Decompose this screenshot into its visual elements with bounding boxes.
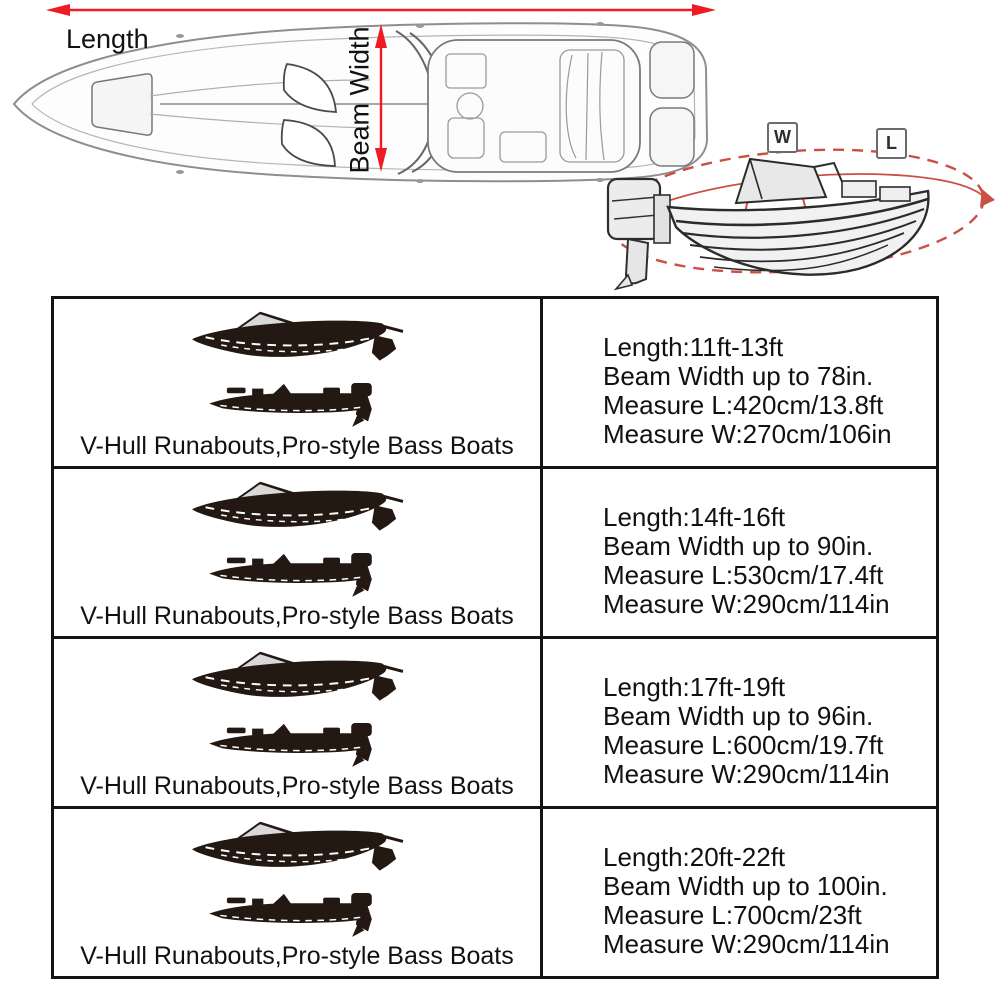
spec-line-measure-l: Measure L:530cm/17.4ft xyxy=(603,559,884,590)
length-label: Length xyxy=(66,24,149,54)
boat-type-label: V-Hull Runabouts,Pro-style Bass Boats xyxy=(80,772,514,800)
boat-type-label: V-Hull Runabouts,Pro-style Bass Boats xyxy=(80,942,514,970)
size-row-1 xyxy=(54,299,936,466)
length-arrow xyxy=(46,4,716,16)
boat-type-label: V-Hull Runabouts,Pro-style Bass Boats xyxy=(80,602,514,630)
specs-cell xyxy=(543,809,936,976)
spec-line-length: Length:20ft-22ft xyxy=(603,841,786,872)
bass-boat-silhouette xyxy=(201,383,393,432)
spec-line-beam: Beam Width up to 78in. xyxy=(603,360,874,391)
boat-measurement-diagram xyxy=(0,0,1000,295)
spec-line-measure-l: Measure L:700cm/23ft xyxy=(603,899,862,930)
boat-type-cell xyxy=(54,809,543,976)
spec-line-beam: Beam Width up to 90in. xyxy=(603,530,874,561)
boat-type-cell xyxy=(54,299,543,466)
spec-line-beam: Beam Width up to 100in. xyxy=(603,870,888,901)
size-table xyxy=(51,296,939,979)
boat-type-cell xyxy=(54,469,543,636)
boat-type-cell xyxy=(54,639,543,806)
bass-boat-silhouette xyxy=(201,893,393,942)
width-tag: W xyxy=(767,122,798,153)
spec-line-measure-w: Measure W:290cm/114in xyxy=(603,928,890,959)
spec-line-length: Length:11ft-13ft xyxy=(603,331,784,362)
spec-line-length: Length:17ft-19ft xyxy=(603,671,786,702)
specs-cell xyxy=(543,639,936,806)
spec-line-measure-l: Measure L:600cm/19.7ft xyxy=(603,729,884,760)
size-row-2 xyxy=(54,466,936,636)
size-row-3 xyxy=(54,636,936,806)
runabout-silhouette xyxy=(189,651,405,707)
spec-line-measure-w: Measure W:290cm/114in xyxy=(603,588,890,619)
boat-type-label: V-Hull Runabouts,Pro-style Bass Boats xyxy=(80,432,514,460)
beam-width-label: Beam Width xyxy=(344,26,375,174)
runabout-silhouette xyxy=(189,821,405,877)
specs-cell xyxy=(543,469,936,636)
runabout-silhouette xyxy=(189,311,405,367)
spec-line-beam: Beam Width up to 96in. xyxy=(603,700,874,731)
runabout-silhouette xyxy=(189,481,405,537)
spec-line-measure-w: Measure W:270cm/106in xyxy=(603,418,892,449)
spec-line-measure-l: Measure L:420cm/13.8ft xyxy=(603,389,884,420)
bass-boat-silhouette xyxy=(201,723,393,772)
specs-cell xyxy=(543,299,936,466)
spec-line-measure-w: Measure W:290cm/114in xyxy=(603,758,890,789)
bass-boat-silhouette xyxy=(201,553,393,602)
length-tag: L xyxy=(876,128,907,159)
spec-line-length: Length:14ft-16ft xyxy=(603,501,786,532)
size-row-4 xyxy=(54,806,936,976)
